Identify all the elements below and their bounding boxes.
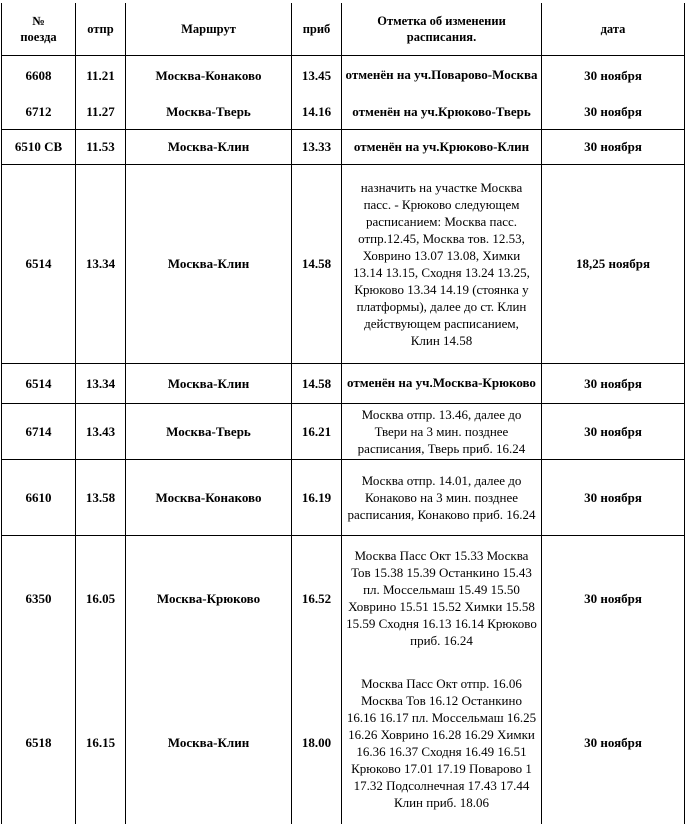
cell-date: 30 ноября [542, 661, 685, 824]
cell-departure: 16.05 [76, 535, 126, 661]
cell-departure: 13.34 [76, 363, 126, 403]
cell-change-note: Москва отпр. 14.01, далее до Конаково на 3 мин. позднее расписания, Конаково приб. 16.24 [342, 459, 542, 535]
cell-change-note: отменён на уч.Москва-Крюково [342, 363, 542, 403]
cell-change-note: Москва Пасс Окт 15.33 Москва Тов 15.38 15.39 Останкино 15.43 пл. Моссельмаш 15.49 15.50 Ховрино 15.51 15.52 Химки 15.58 15.59 Сходня 16.13 16.14 Крюково приб. 16.24 [342, 535, 542, 661]
cell-route: Москва-Конаково [126, 459, 292, 535]
cell-route: Москва-Конаково [126, 55, 292, 95]
cell-arrival: 14.58 [292, 164, 342, 363]
cell-route: Москва-Крюково [126, 535, 292, 661]
cell-change-note: Москва отпр. 13.46, далее до Твери на 3 мин. позднее расписания, Тверь приб. 16.24 [342, 403, 542, 459]
cell-train-number: 6610 [2, 459, 76, 535]
header-arrival: приб [292, 3, 342, 55]
cell-arrival: 16.52 [292, 535, 342, 661]
table-row [2, 164, 685, 363]
cell-train-number: 6514 [2, 363, 76, 403]
cell-train-number: 6714 [2, 403, 76, 459]
header-change-note: Отметка об изменении расписания. [342, 3, 542, 55]
table-row [2, 459, 685, 535]
cell-departure: 13.58 [76, 459, 126, 535]
cell-departure: 11.27 [76, 95, 126, 129]
cell-route: Москва-Клин [126, 164, 292, 363]
schedule-table [1, 3, 685, 824]
cell-departure: 13.43 [76, 403, 126, 459]
cell-train-number: 6608 [2, 55, 76, 95]
cell-arrival: 14.16 [292, 95, 342, 129]
cell-change-note: отменён на уч.Крюково-Клин [342, 129, 542, 164]
header-route: Маршрут [126, 3, 292, 55]
header-train-number: № поезда [2, 3, 76, 55]
cell-departure: 16.15 [76, 661, 126, 824]
cell-train-number: 6510 СВ [2, 129, 76, 164]
cell-departure: 13.34 [76, 164, 126, 363]
table-row [2, 129, 685, 164]
cell-date: 30 ноября [542, 363, 685, 403]
cell-route: Москва-Клин [126, 129, 292, 164]
cell-change-note: Москва Пасс Окт отпр. 16.06 Москва Тов 16.12 Останкино 16.16 16.17 пл. Моссельмаш 16.25 16.26 Ховрино 16.28 16.29 Химки 16.36 16.37 Сходня 16.49 16.51 Крюково 17.01 17.19 Поварово 1 17.32 Подсолнечная 17.43 17.44 Клин приб. 18.06 [342, 661, 542, 824]
cell-arrival: 16.21 [292, 403, 342, 459]
header-departure: отпр [76, 3, 126, 55]
cell-arrival: 16.19 [292, 459, 342, 535]
table-row [2, 403, 685, 459]
cell-arrival: 13.45 [292, 55, 342, 95]
cell-train-number: 6350 [2, 535, 76, 661]
cell-date: 30 ноября [542, 129, 685, 164]
cell-date: 30 ноября [542, 535, 685, 661]
cell-date: 30 ноября [542, 459, 685, 535]
cell-departure: 11.53 [76, 129, 126, 164]
cell-date: 18,25 ноября [542, 164, 685, 363]
cell-route: Москва-Клин [126, 363, 292, 403]
cell-date: 30 ноября [542, 55, 685, 95]
cell-change-note: отменён на уч.Крюково-Тверь [342, 95, 542, 129]
table-row [2, 363, 685, 403]
cell-change-note: отменён на уч.Поварово-Москва [342, 55, 542, 95]
table-row [2, 95, 685, 129]
cell-date: 30 ноября [542, 403, 685, 459]
cell-train-number: 6712 [2, 95, 76, 129]
header-row [2, 3, 685, 55]
cell-arrival: 13.33 [292, 129, 342, 164]
table-row [2, 535, 685, 661]
cell-departure: 11.21 [76, 55, 126, 95]
cell-route: Москва-Тверь [126, 403, 292, 459]
header-date: дата [542, 3, 685, 55]
cell-route: Москва-Клин [126, 661, 292, 824]
cell-change-note: назначить на участке Москва пасс. - Крюково следующем расписанием: Москва пасс. отпр.12.45, Москва тов. 12.53, Ховрино 13.07 13.08, Химки 13.14 13.15, Сходня 13.24 13.25, Крюково 13.34 14.19 (стоянка у платформы), далее до ст. Клин действующем расписанием, Клин 14.58 [342, 164, 542, 363]
cell-train-number: 6514 [2, 164, 76, 363]
table-row [2, 55, 685, 95]
cell-date: 30 ноября [542, 95, 685, 129]
cell-arrival: 14.58 [292, 363, 342, 403]
cell-route: Москва-Тверь [126, 95, 292, 129]
table-row [2, 661, 685, 824]
cell-arrival: 18.00 [292, 661, 342, 824]
cell-train-number: 6518 [2, 661, 76, 824]
